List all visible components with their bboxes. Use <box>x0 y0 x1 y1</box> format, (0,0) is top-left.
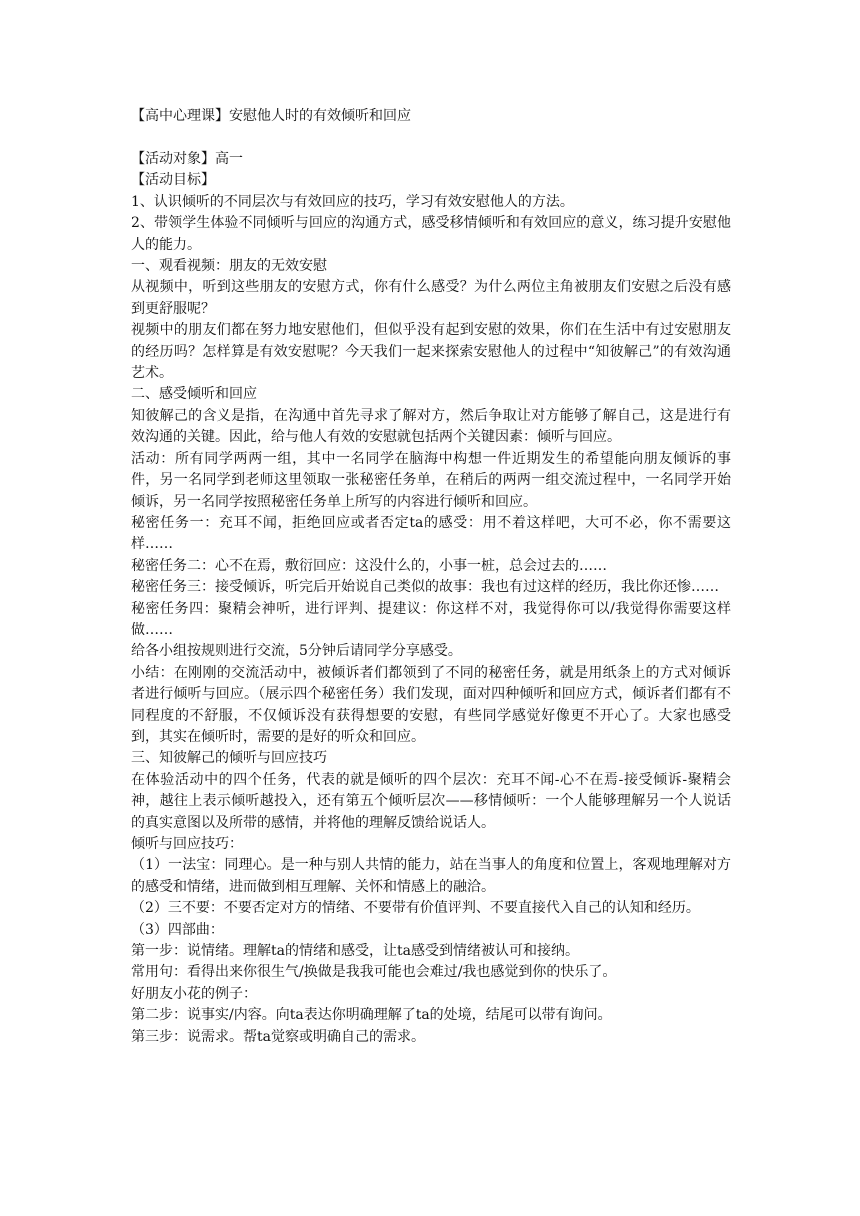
document-paragraph: 常用句：看得出来你很生气/换做是我我可能也会难过/我也感觉到你的快乐了。 <box>131 964 617 981</box>
document-paragraph: 2、带领学生体验不同倾听与回应的沟通方式，感受移情倾听和有效回应的意义，练习提升安慰他人的能力。 <box>131 215 731 253</box>
document-paragraph: 二、感受倾听和回应 <box>131 386 257 403</box>
document-paragraph: 给各小组按规则进行交流，5分钟后请同学分享感受。 <box>131 643 462 660</box>
document-paragraph: 一、观看视频：朋友的无效安慰 <box>131 258 327 275</box>
document-paragraph: 秘密任务一：充耳不闻，拒绝回应或者否定ta的感受：用不着这样吧，大可不必，你不需要这样…… <box>131 514 731 553</box>
document-paragraph: 视频中的朋友们都在努力地安慰他们，但似乎没有起到安慰的效果，你们在生活中有过安慰朋友的经历吗？怎样算是有效安慰呢？今天我们一起来探索安慰他人的过程中“知彼解己”的有效沟通艺术。 <box>131 322 731 382</box>
document-paragraph: （3）四部曲： <box>131 921 224 938</box>
document-paragraph: 秘密任务二：心不在焉，敷衍回应：这没什么的，小事一桩，总会过去的…… <box>131 557 607 574</box>
document-paragraph: （1）一法宝：同理心。是一种与别人共情的能力，站在当事人的角度和位置上，客观地理解对方的感受和情绪，进而做到相互理解、关怀和情感上的融洽。 <box>131 857 731 895</box>
document-paragraph: 小结：在刚刚的交流活动中，被倾诉者们都领到了不同的秘密任务，就是用纸条上的方式对倾诉者进行倾听与回应。（展示四个秘密任务）我们发现，面对四种倾听和回应方式，倾诉者们都有不同程度的不舒服，不仅倾诉没有获得想要的安慰，有些同学感觉好像更不开心了。大家也感受到，其实在倾听时，需要的是好的听众和回应。 <box>131 664 731 745</box>
document-title: 【高中心理课】安慰他人时的有效倾听和回应 <box>131 108 411 124</box>
document-paragraph: 知彼解己的含义是指，在沟通中首先寻求了解对方，然后争取让对方能够了解自己，这是进行有效沟通的关键。因此，给与他人有效的安慰就包括两个关键因素：倾听与回应。 <box>131 407 731 446</box>
document-paragraph: 好朋友小花的例子： <box>131 985 257 1002</box>
document-paragraph: 【活动对象】高一 <box>131 151 243 167</box>
document-paragraph: 在体验活动中的四个任务，代表的就是倾听的四个层次：充耳不闻-心不在焉-接受倾诉-聚精会神，越往上表示倾听越投入，还有第五个倾听层次——移情倾听：一个人能够理解另一个人说话的真实意图以及所带的感情，并将他的理解反馈给说话人。 <box>131 771 731 831</box>
document-paragraph: 第二步：说事实/内容。向ta表达你明确理解了ta的处境，结尾可以带有询问。 <box>131 1007 612 1024</box>
document-page <box>131 106 731 1048</box>
document-paragraph: 第一步：说情绪。理解ta的情绪和感受，让ta感受到情绪被认可和接纳。 <box>131 943 579 960</box>
document-paragraph: 1、认识倾听的不同层次与有效回应的技巧，学习有效安慰他人的方法。 <box>131 193 574 210</box>
document-paragraph: 从视频中，听到这些朋友的安慰方式，你有什么感受？为什么两位主角被朋友们安慰之后没有感到更舒服呢？ <box>131 279 731 317</box>
document-paragraph: 秘密任务三：接受倾诉，听完后开始说自己类似的故事：我也有过这样的经历，我比你还惨…… <box>131 579 719 596</box>
title-spacer <box>131 127 731 149</box>
document-paragraph: 倾听与回应技巧： <box>131 836 243 852</box>
document-body <box>131 149 731 1048</box>
document-paragraph: 秘密任务四：聚精会神听，进行评判、提建议：你这样不对，我觉得你可以/我觉得你需要这样做…… <box>131 600 731 638</box>
document-paragraph: 第三步：说需求。帮ta觉察或明确自己的需求。 <box>131 1028 425 1045</box>
document-paragraph: 三、知彼解己的倾听与回应技巧 <box>131 750 327 767</box>
document-paragraph: 活动：所有同学两两一组，其中一名同学在脑海中构想一件近期发生的希望能向朋友倾诉的事件，另一名同学到老师这里领取一张秘密任务单，在稍后的两两一组交流过程中，一名同学开始倾诉，另一名同学按照秘密任务单上所写的内容进行倾听和回应。 <box>131 450 731 510</box>
document-paragraph: 【活动目标】 <box>131 172 215 189</box>
document-paragraph: （2）三不要：不要否定对方的情绪、不要带有价值评判、不要直接代入自己的认知和经历。 <box>131 900 700 917</box>
